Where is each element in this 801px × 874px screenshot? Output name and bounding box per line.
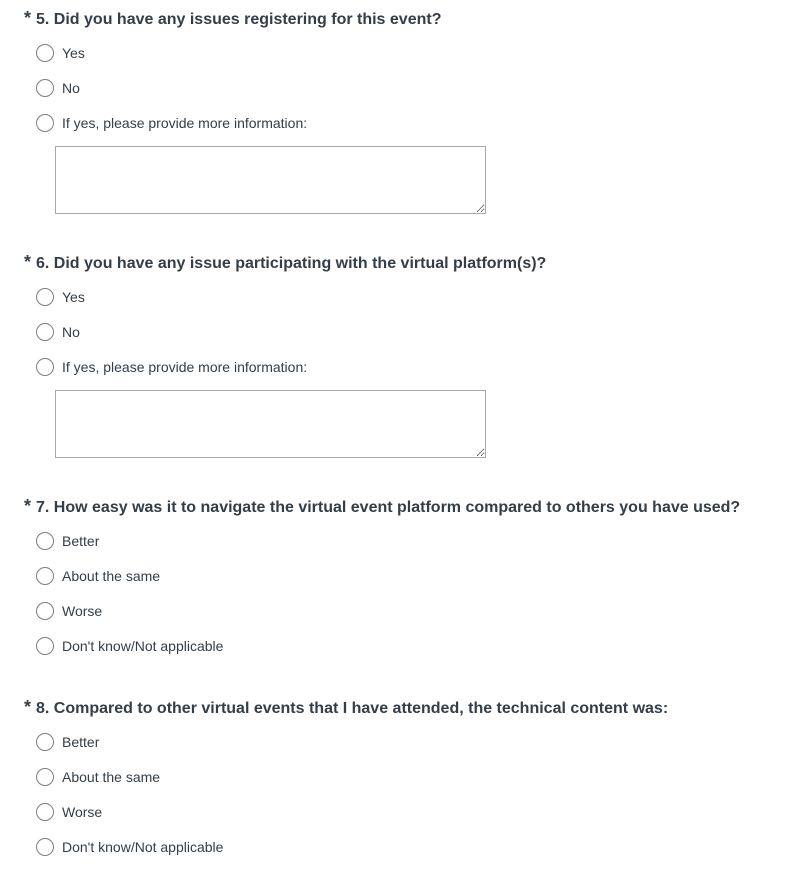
radio-button[interactable]	[36, 637, 54, 655]
radio-button[interactable]	[36, 838, 54, 856]
option-dont-know[interactable]	[36, 836, 223, 858]
question-text: 8. Compared to other virtual events that I have attended, the technical content was:	[36, 700, 669, 717]
option-other[interactable]	[36, 112, 307, 134]
radio-button[interactable]	[36, 288, 54, 306]
radio-button[interactable]	[36, 79, 54, 97]
option-better[interactable]	[36, 731, 99, 753]
option-label[interactable]: Better	[62, 533, 100, 549]
option-no[interactable]	[36, 321, 80, 343]
question-text: 6. Did you have any issue participating with the virtual platform(s)?	[36, 255, 547, 272]
comment-textarea[interactable]	[55, 146, 486, 214]
option-label[interactable]: Yes	[62, 289, 85, 305]
radio-button[interactable]	[36, 803, 54, 821]
option-label[interactable]: Better	[62, 734, 100, 750]
option-label[interactable]: No	[62, 80, 80, 96]
radio-button[interactable]	[36, 733, 54, 751]
question-title	[24, 495, 740, 517]
radio-button[interactable]	[36, 602, 54, 620]
option-better[interactable]	[36, 530, 99, 552]
radio-button[interactable]	[36, 44, 54, 62]
question-title	[24, 251, 546, 273]
radio-button[interactable]	[36, 768, 54, 786]
option-other[interactable]	[36, 356, 307, 378]
required-marker: *	[24, 496, 32, 516]
option-about-the-same[interactable]	[36, 766, 160, 788]
option-label[interactable]: About the same	[62, 769, 161, 785]
option-worse[interactable]	[36, 801, 102, 823]
option-label[interactable]: No	[62, 324, 80, 340]
option-label[interactable]: If yes, please provide more information:	[62, 359, 308, 375]
option-label[interactable]: Don't know/Not applicable	[62, 839, 224, 855]
question-text: 5. Did you have any issues registering for this event?	[36, 11, 442, 28]
radio-button[interactable]	[36, 358, 54, 376]
option-label[interactable]: Don't know/Not applicable	[62, 638, 224, 654]
option-label[interactable]: Worse	[62, 603, 103, 619]
comment-textarea[interactable]	[55, 390, 486, 458]
option-label[interactable]: Worse	[62, 804, 103, 820]
question-title	[24, 696, 668, 718]
option-about-the-same[interactable]	[36, 565, 160, 587]
option-label[interactable]: Yes	[62, 45, 85, 61]
question-title	[24, 7, 441, 29]
radio-button[interactable]	[36, 114, 54, 132]
radio-button[interactable]	[36, 567, 54, 585]
required-marker: *	[24, 8, 32, 28]
option-yes[interactable]	[36, 286, 85, 308]
option-label[interactable]: If yes, please provide more information:	[62, 115, 308, 131]
radio-button[interactable]	[36, 532, 54, 550]
option-yes[interactable]	[36, 42, 85, 64]
option-no[interactable]	[36, 77, 80, 99]
option-label[interactable]: About the same	[62, 568, 161, 584]
required-marker: *	[24, 252, 32, 272]
question-text: 7. How easy was it to navigate the virtual event platform compared to others you have used?	[36, 499, 741, 516]
radio-button[interactable]	[36, 323, 54, 341]
option-worse[interactable]	[36, 600, 102, 622]
option-dont-know[interactable]	[36, 635, 223, 657]
required-marker: *	[24, 697, 32, 717]
